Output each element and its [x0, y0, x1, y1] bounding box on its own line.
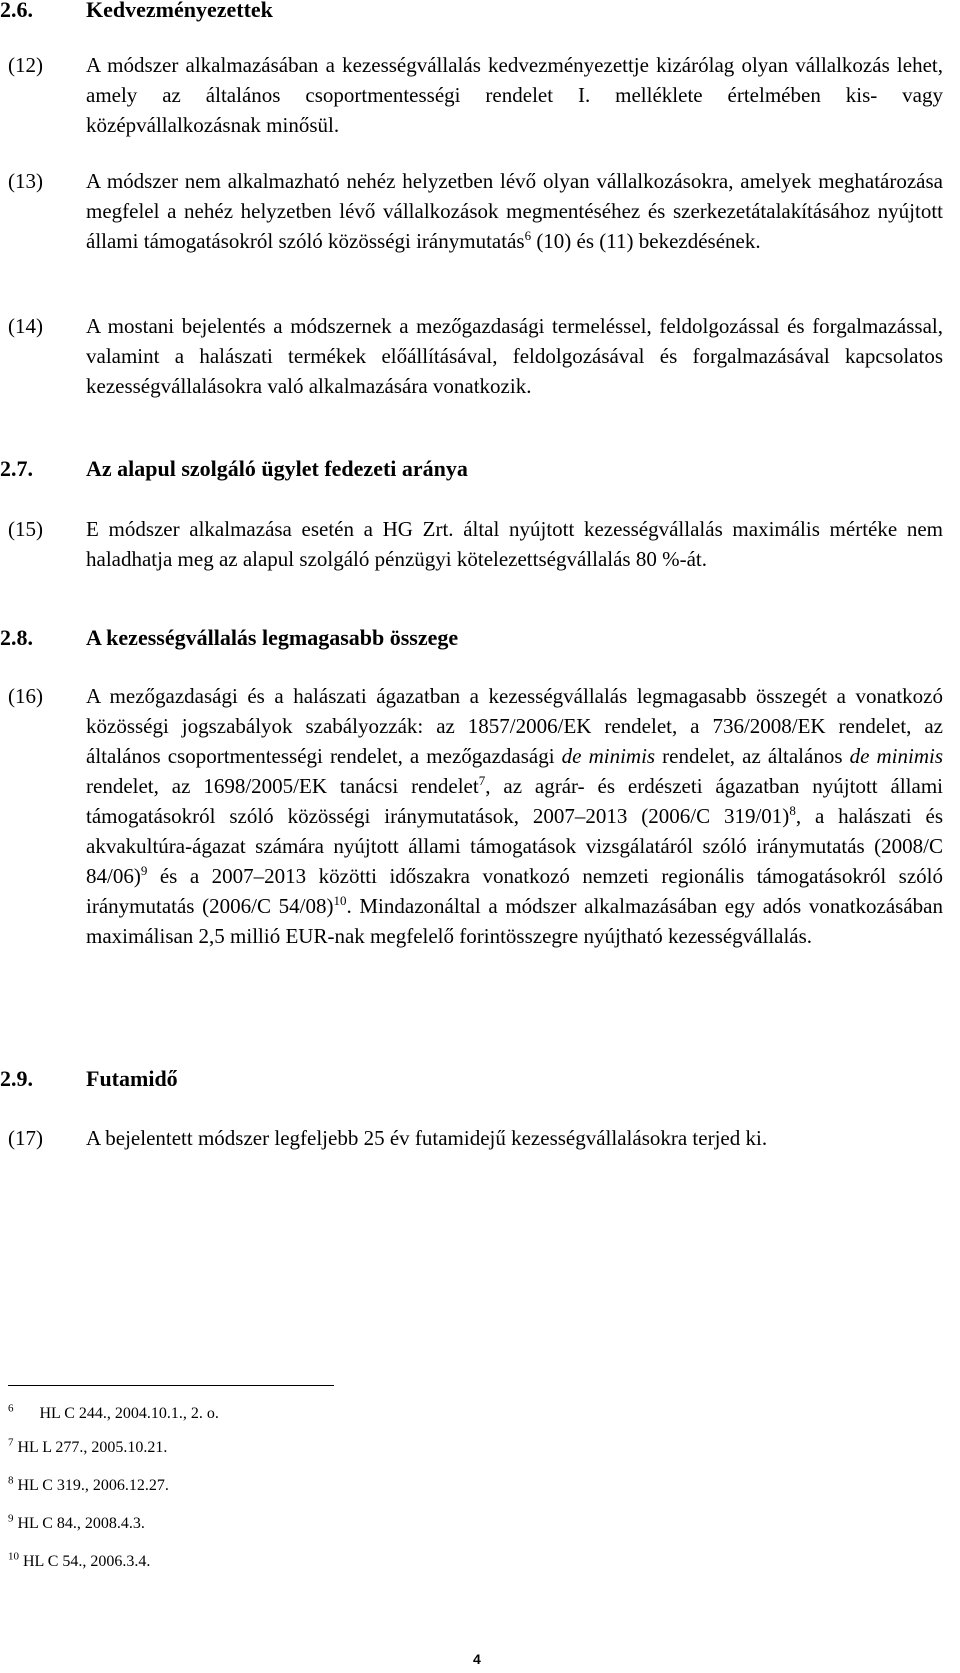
footnote-ref: 7 [478, 773, 486, 788]
paragraph-number: (16) [8, 684, 43, 708]
footnote-ref: 10 [333, 893, 347, 908]
footnote-number: 9 [8, 1512, 14, 1525]
footnote [8, 1476, 169, 1496]
paragraph-text: A mostani bejelentés a módszernek a mezőgazdasági termeléssel, feldolgozással és forgalmazással, valamint a halászati termékek előállításával, feldolgozásával és forgalmazásával kapcsolatos kezességvállalásokra való alkalmazására vonatkozik. [86, 314, 943, 398]
paragraph-number: (15) [8, 517, 43, 541]
section-title: Az alapul szolgáló ügylet fedezeti aránya [86, 456, 468, 481]
footnote-divider [8, 1385, 334, 1386]
footnote [8, 1514, 145, 1534]
section-number: 2.7. [0, 456, 33, 481]
page-number: 4 [473, 1651, 481, 1667]
footnote [8, 1552, 150, 1572]
section-title: A kezességvállalás legmagasabb összege [86, 625, 459, 650]
paragraph-number: (17) [8, 1126, 43, 1150]
paragraph-text: A módszer alkalmazásában a kezességvállalás kedvezményezettje kizárólag olyan vállalkozás lehet, amely az általános csoportmentességi rendelet I. melléklete értelmében kis- vagy középvállalkozásnak minősül. [86, 53, 943, 137]
paragraph-text: E módszer alkalmazása esetén a HG Zrt. által nyújtott kezességvállalás maximális mértéke nem haladhatja meg az alapul szolgáló pénzügyi kötelezettségvállalás 80 %-át. [86, 517, 943, 571]
paragraph-text: A módszer nem alkalmazható nehéz helyzetben lévő olyan vállalkozásokra, amelyek meghatározása megfelel a nehéz helyzetben lévő vállalkozások megmentéséhez és szerkezetátalakításához nyújtott állami támogatásokról szóló közösségi iránymutatás$^6$ (10) és (11) bekezdésének. [86, 169, 943, 253]
footnote-text: HL C 244., 2004.10.1., 2. o. [39, 1405, 219, 1422]
footnote-text: HL C 319., 2006.12.27. [17, 1477, 169, 1494]
footnote-number: 6 [8, 1402, 14, 1415]
paragraph-number: (13) [8, 169, 43, 193]
footnote-ref: 9 [140, 863, 148, 878]
section-title: Futamidő [86, 1066, 178, 1091]
paragraph-text: A bejelentett módszer legfeljebb 25 év futamidejű kezességvállalásokra terjed ki. [86, 1126, 768, 1150]
footnote-number: 8 [8, 1474, 14, 1487]
footnote-ref: 6 [524, 228, 532, 243]
section-number: 2.9. [0, 1066, 33, 1091]
footnote-ref: 8 [789, 803, 796, 818]
footnote-text: HL L 277., 2005.10.21. [17, 1439, 168, 1456]
footnote-number: 10 [8, 1550, 19, 1563]
section-title: Kedvezményezettek [86, 0, 273, 22]
footnote [8, 1438, 167, 1458]
section-number: 2.6. [0, 0, 33, 22]
section-number: 2.8. [0, 625, 33, 650]
footnote-number: 7 [8, 1436, 14, 1449]
paragraph-text: A mezőgazdasági és a halászati ágazatban a kezességvállalás legmagasabb összegét a vonatkozó közösségi jogszabályok szabályozzák: az 1857/2006/EK rendelet, a 736/2008/EK rendelet, az általános csoportmentességi rendelet, a mezőgazdasági de minimis rendelet, az általános de minimis rendelet, az 1698/2005/EK tanácsi rendelet$^7$, az agrár- és erdészeti ágazatban nyújtott állami támogatásokról szóló közösségi iránymutatások, 2007–2013 (2006/C 319/01)$^8$, a halászati és akvakultúra-ágazat számára nyújtott állami támogatások vizsgálatáról szóló iránymutatás (2008/C 84/06)$^9$ és a 2007–2013 közötti időszakra vonatkozó nemzeti regionális támogatásokról szóló iránymutatás (2006/C 54/08)$^{10}$. Mindazonáltal a módszer alkalmazásában egy adós vonatkozásában maximálisan 2,5 millió EUR-nak megfelelő forintösszegre nyújtható kezességvállalás. [86, 684, 944, 948]
footnote [8, 1404, 219, 1424]
paragraph-number: (14) [8, 314, 43, 338]
footnote-text: HL C 84., 2008.4.3. [17, 1515, 145, 1532]
paragraph-number: (12) [8, 53, 43, 77]
footnote-text: HL C 54., 2006.3.4. [23, 1553, 151, 1570]
